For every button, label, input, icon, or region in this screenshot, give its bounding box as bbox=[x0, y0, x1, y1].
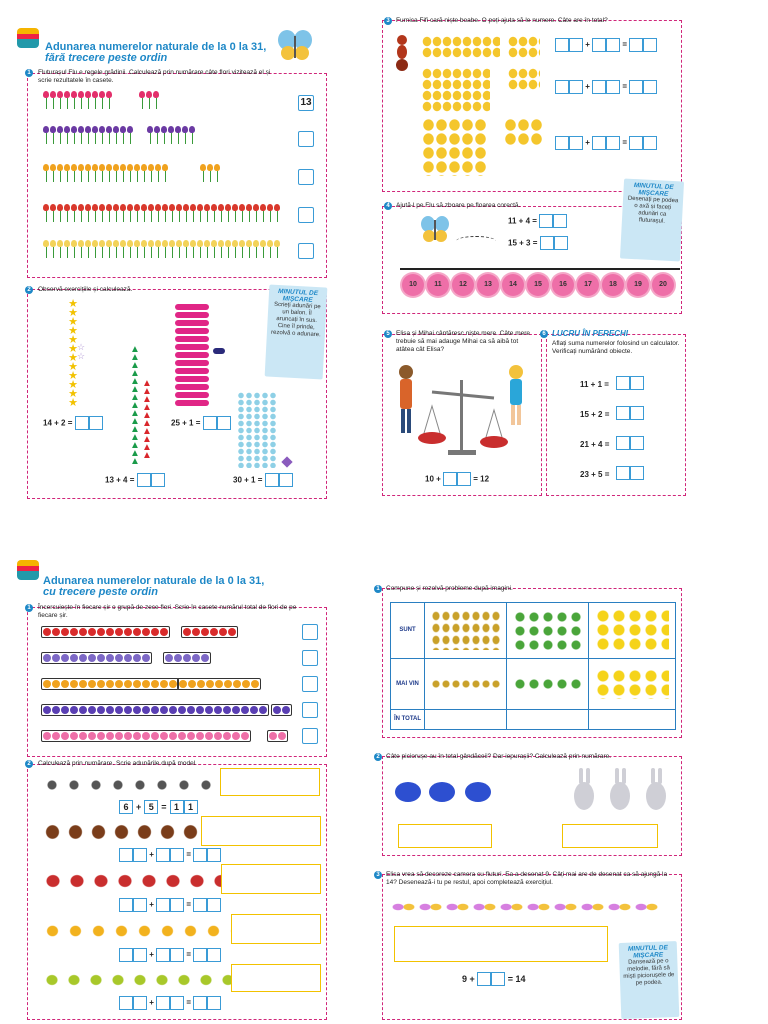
equation-30-1: 30 + 1 = bbox=[233, 473, 293, 487]
butterfly-icon bbox=[277, 28, 313, 62]
flower-strip-2b bbox=[163, 652, 211, 664]
exercise-text: Câte piciorușe au în total gândăceii? Dar iepurașii? Calculează prin numărare. bbox=[386, 753, 612, 760]
seeds-group-3a bbox=[422, 118, 486, 176]
seeds-group-2b bbox=[508, 68, 540, 90]
exercise-number: 3 bbox=[384, 17, 392, 25]
flower-strip-3 bbox=[41, 678, 179, 690]
answer-squares bbox=[616, 436, 644, 450]
group-box bbox=[231, 964, 321, 992]
equation-14-2: 14 + 2 = bbox=[43, 416, 103, 430]
exercise-number: 2 bbox=[374, 753, 382, 761]
sum-row: + = bbox=[119, 898, 221, 912]
group-box bbox=[231, 914, 321, 944]
exercise-number: 2 bbox=[25, 286, 33, 294]
flower-strip-3b bbox=[177, 678, 261, 690]
number-line bbox=[400, 268, 680, 270]
seeds-group-3b bbox=[504, 118, 544, 146]
pair-work-heading: LUCRU ÎN PERECHI bbox=[552, 329, 629, 338]
rabbits-image bbox=[566, 764, 676, 814]
flower-strip-1b bbox=[181, 626, 238, 638]
flower-strip-4 bbox=[41, 704, 269, 716]
bees-cell bbox=[431, 679, 500, 689]
flower-row-5 bbox=[43, 240, 280, 258]
seeds-group-1a bbox=[422, 36, 500, 58]
row-label-total: ÎN TOTAL bbox=[391, 709, 425, 729]
sum-row-3: + = bbox=[555, 136, 657, 150]
robot-logo-icon bbox=[17, 560, 39, 580]
purple-stars: ☆ ☆ bbox=[77, 342, 86, 361]
exercise-number: 1 bbox=[25, 69, 33, 77]
page-title: Adunarea numerelor naturale de la 0 la 31, fără trecere peste ordin bbox=[45, 41, 267, 64]
equation-15-3: 15 + 3 = bbox=[508, 236, 568, 250]
model-equation: 6 + 5 = 1 1 bbox=[119, 800, 198, 814]
page-4 bbox=[370, 578, 700, 1022]
flower-row-4 bbox=[43, 204, 280, 222]
butterflies-strip bbox=[390, 896, 660, 918]
total-cell[interactable] bbox=[589, 709, 676, 729]
exercise-number: 4 bbox=[384, 202, 392, 210]
flower-strip-5 bbox=[41, 730, 251, 742]
total-cell[interactable] bbox=[507, 709, 589, 729]
beetle-legs-answer-box[interactable] bbox=[398, 824, 492, 848]
numbered-flower[interactable]: 13 bbox=[477, 274, 499, 296]
numbered-flower[interactable]: 14 bbox=[502, 274, 524, 296]
flower-strip-1 bbox=[41, 626, 170, 638]
sum-row-1: + = bbox=[555, 38, 657, 52]
numbered-flower[interactable]: 20 bbox=[652, 274, 674, 296]
answer-box-4[interactable] bbox=[302, 702, 318, 718]
flower-strip-2 bbox=[41, 652, 152, 664]
dashed-arrow bbox=[456, 236, 496, 246]
problem-table bbox=[390, 602, 676, 730]
chicks-cell bbox=[595, 669, 669, 699]
group-box bbox=[201, 816, 321, 846]
grasshoppers-cell bbox=[513, 610, 582, 650]
answer-box-4[interactable] bbox=[298, 207, 314, 223]
total-cell[interactable] bbox=[425, 709, 507, 729]
answer-box-3[interactable] bbox=[298, 169, 314, 185]
group-box bbox=[220, 768, 320, 796]
equation-15-2: 15 + 2 = bbox=[580, 410, 610, 419]
answer-box-5[interactable] bbox=[298, 243, 314, 259]
numbered-flower[interactable]: 17 bbox=[577, 274, 599, 296]
numbered-flower[interactable]: 10 bbox=[402, 274, 424, 296]
exercise-text: Compune și rezolvă probleme după imagini. bbox=[386, 585, 513, 592]
page-1 bbox=[15, 18, 345, 503]
equation-23-5: 23 + 5 = bbox=[580, 470, 610, 479]
grasshoppers-cell bbox=[513, 677, 582, 691]
answer-box-2[interactable] bbox=[302, 650, 318, 666]
blue-dots-grid bbox=[237, 392, 277, 468]
answer-box-2[interactable] bbox=[298, 131, 314, 147]
pink-pill-stack bbox=[175, 304, 209, 414]
page-2 bbox=[370, 14, 700, 504]
equation-25-1: 25 + 1 = bbox=[171, 416, 231, 430]
triangle-tower-green: ▲ ▲ ▲ ▲ ▲ ▲ ▲ ▲ ▲ ▲ ▲ ▲ ▲ ▲ ▲ bbox=[130, 344, 140, 467]
exercise-text: Observă exercițiile și calculează. bbox=[38, 286, 133, 293]
numbered-flowers bbox=[402, 274, 674, 296]
equation-11-1: 11 + 1 = bbox=[580, 380, 609, 389]
answer-squares bbox=[616, 376, 644, 390]
flower-row-3 bbox=[43, 164, 220, 182]
exercise-text: Ajută-l pe Flu să zboare pe floarea corectă. bbox=[396, 202, 521, 209]
exercise-text: Fluturașul Flu e regele grădinii. Calculează prin numărare câte flori vizitează el și scrie rezultatele în casete. bbox=[38, 69, 271, 84]
movement-minute-note: MINUTUL DE MIȘCARE Dansează pe o melodie, fără să miști piciorușele de pe podea. bbox=[619, 941, 680, 1019]
exercise-number: 1 bbox=[25, 604, 33, 612]
drawing-answer-box[interactable] bbox=[394, 926, 608, 962]
numbered-flower[interactable]: 16 bbox=[552, 274, 574, 296]
sum-row-2: + = bbox=[555, 80, 657, 94]
exercise-text: Aflați suma numerelor folosind un calculator. Verificați numărând obiecte. bbox=[552, 340, 680, 355]
row-label-are: SUNT bbox=[391, 603, 425, 659]
exercise-number: 5 bbox=[384, 330, 392, 338]
numbered-flower[interactable]: 15 bbox=[527, 274, 549, 296]
exercise-number: 6 bbox=[540, 330, 548, 338]
exercise-number: 2 bbox=[25, 760, 33, 768]
flower-strip-4b bbox=[271, 704, 292, 716]
row-label-come: MAI VIN bbox=[391, 658, 425, 709]
answer-box-1[interactable] bbox=[302, 624, 318, 640]
sum-row: + = bbox=[119, 948, 221, 962]
group-box bbox=[221, 864, 321, 894]
equation-9-14: 9 + = 14 bbox=[462, 974, 526, 984]
chicks-cell bbox=[595, 609, 669, 651]
ant-icon bbox=[392, 32, 412, 72]
scale-illustration bbox=[392, 360, 532, 460]
robot-logo-icon bbox=[17, 28, 39, 48]
page-3 bbox=[15, 552, 345, 1022]
flower-row-1 bbox=[43, 91, 159, 109]
equation-13-4: 13 + 4 = bbox=[105, 473, 165, 487]
movement-minute-note: MINUTUL DE MIȘCARE Desenați pe podea o axă și faceți adunări ca fluturașul. bbox=[620, 178, 684, 261]
bees-cell bbox=[431, 610, 500, 650]
navy-pill bbox=[213, 348, 225, 354]
page-title: Adunarea numerelor naturale de la 0 la 31, cu trecere peste ordin bbox=[43, 575, 265, 598]
exercise-number: 1 bbox=[374, 585, 382, 593]
exercise-text: Calculează prin numărare. Scrie adunările după model. bbox=[38, 760, 197, 767]
answer-squares bbox=[616, 406, 644, 420]
numbered-flower[interactable]: 19 bbox=[627, 274, 649, 296]
answer-box-1[interactable]: 13 bbox=[298, 95, 314, 111]
equation-21-4: 21 + 4 = bbox=[580, 440, 610, 449]
exercise-number: 3 bbox=[374, 871, 382, 879]
flower-strip-5b bbox=[267, 730, 288, 742]
butterfly-icon bbox=[420, 214, 450, 244]
sum-row: + = bbox=[119, 996, 221, 1010]
seeds-group-2a bbox=[422, 68, 490, 112]
equation-10-12: 10 + = 12 bbox=[425, 472, 489, 486]
movement-minute-note: MINUTUL DE MIȘCARE Scrieți adunări pe un balon. Îl aruncați în sus. Cine îl prinde, rezolvă o adunare. bbox=[265, 285, 328, 380]
exercise-text: Încercuiește în fiecare șir o grupă de zece flori. Scrie în casete numărul total de flori de pe fiecare șir. bbox=[38, 604, 297, 619]
exercise-text: Elisa și Mihai cântăresc niște mere. Câte mere trebuie să mai adauge Mihai ca să aibă tot atâtea cât Elisa? bbox=[396, 330, 531, 353]
flower-row-2 bbox=[43, 126, 195, 144]
answer-squares bbox=[616, 466, 644, 480]
answer-box-5[interactable] bbox=[302, 728, 318, 744]
answer-box-3[interactable] bbox=[302, 676, 318, 692]
exercise-text: Furnica Fifi cară niște boabe. O poți ajuta să le numere. Câte are în total? bbox=[396, 17, 608, 24]
numbered-flower[interactable]: 11 bbox=[427, 274, 449, 296]
exercise-text: Elisa vrea să decoreze camera cu fluturi. Ea a desenat 9. Câți mai are de desenat ca să ajungă la 14? Desenează-i tu pe restul, apoi completează exercițiul. bbox=[386, 871, 668, 886]
rabbit-legs-answer-box[interactable] bbox=[562, 824, 658, 848]
numbered-flower[interactable]: 12 bbox=[452, 274, 474, 296]
beetles-image bbox=[390, 774, 500, 808]
equation-11-4: 11 + 4 = bbox=[508, 214, 567, 228]
sum-row: + = bbox=[119, 848, 221, 862]
seeds-group-1b bbox=[508, 36, 540, 58]
triangle-tower-red: ▲ ▲ ▲ ▲ ▲ ▲ ▲ ▲ ▲ ▲ bbox=[142, 378, 152, 461]
stars-stack: ★ ★ ★ ★ ★ ★ ★ ★ ★ ★ ★ ★ bbox=[68, 298, 78, 409]
numbered-flower[interactable]: 18 bbox=[602, 274, 624, 296]
